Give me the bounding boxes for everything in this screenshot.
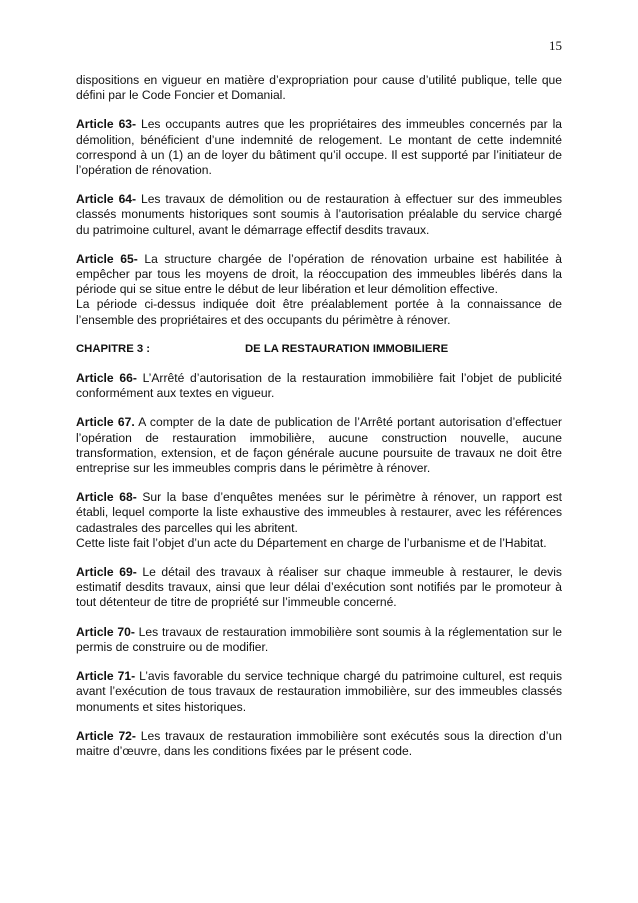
article-63-label: Article 63- — [76, 117, 137, 132]
article-66-label: Article 66- — [76, 371, 137, 386]
article-69-label: Article 69- — [76, 565, 137, 580]
page-number: 15 — [549, 38, 562, 53]
article-70 — [76, 625, 562, 655]
article-65-text: La structure chargée de l’opération de rénovation urbaine est habilitée à empêcher par tous les moyens de droit, la réoccupation des immeubles libérés dans la période qui se situe entre le début de leur libération et leur démolition effective. — [76, 251, 562, 297]
article-71-text: L’avis favorable du service technique chargé du patrimoine culturel, est requis avant l’exécution de tous travaux de restauration immobilière, sur des immeubles classés monuments et sites historiques. — [76, 669, 563, 714]
article-63-text: Les occupants autres que les propriétaires des immeubles concernés par la démolition, bénéficient d’une indemnité de relogement. Le montant de cette indemnité correspond à un (1) an de loyer du bâtiment qu’il occupe. Il est supporté par l’initiateur de l’opération de rénovation. — [76, 117, 562, 178]
article-71-label: Article 71- — [76, 669, 136, 684]
chapter-heading — [76, 342, 562, 357]
chapter-label: CHAPITRE 3 : — [76, 342, 151, 355]
article-68-text-2: Cette liste fait l’objet d’un acte du Département en charge de l’urbanisme et de l’Habitat. — [76, 535, 547, 550]
article-65 — [76, 252, 562, 328]
article-64 — [76, 192, 562, 238]
article-69 — [76, 565, 562, 611]
article-72 — [76, 729, 562, 759]
article-66-text: L’Arrêté d’autorisation de la restauration immobilière fait l’objet de publicité conformément aux textes en vigueur. — [76, 371, 563, 401]
article-71 — [76, 669, 562, 715]
article-67-label: Article 67. — [76, 415, 135, 430]
article-72-text: Les travaux de restauration immobilière sont exécutés sous la direction d’un maitre d’œuvre, dans les conditions fixées par le présent code. — [76, 728, 562, 758]
article-66 — [76, 371, 562, 401]
article-67-text: A compter de la date de publication de l’Arrêté portant autorisation d’effectuer l’opération de restauration immobilière, aucune construction nouvelle, aucune transformation, extension, et de façon générale aucune poursuite de travaux ne doit être entreprise sur les immeubles compris dans le périmètre à rénover. — [76, 415, 562, 476]
article-70-text: Les travaux de restauration immobilière sont soumis à la réglementation sur le permis de construire ou de modifier. — [76, 624, 562, 654]
article-68 — [76, 490, 562, 551]
intro-text: dispositions en vigueur en matière d’expropriation pour cause d’utilité publique, telle que défini par le Code Foncier et Domanial. — [76, 73, 562, 103]
article-68-text: Sur la base d’enquêtes menées sur le périmètre à rénover, un rapport est établi, lequel comporte la liste exhaustive des immeubles à restaurer, avec les références cadastrales des parcelles qui les abritent. — [76, 490, 562, 535]
article-64-label: Article 64- — [76, 192, 137, 207]
article-65-text-2: La période ci-dessus indiquée doit être préalablement portée à la connaissance de l’ensemble des propriétaires et des occupants du périmètre à rénover. — [76, 297, 562, 327]
article-72-label: Article 72- — [76, 728, 136, 743]
chapter-title: DE LA RESTAURATION IMMOBILIERE — [245, 342, 449, 355]
article-67 — [76, 415, 562, 476]
article-63 — [76, 117, 562, 178]
article-70-label: Article 70- — [76, 624, 135, 639]
article-68-label: Article 68- — [76, 490, 137, 505]
article-69-text: Le détail des travaux à réaliser sur chaque immeuble à restaurer, le devis estimatif desdits travaux, ainsi que leur délai d’exécution sont notifiés par le promoteur à tout détenteur de titre de propriété sur l’immeuble concerné. — [76, 565, 562, 610]
intro-paragraph — [76, 73, 562, 103]
document-body — [76, 73, 562, 773]
article-65-label: Article 65- — [76, 251, 138, 266]
article-64-text: Les travaux de démolition ou de restauration à effectuer sur des immeubles classés monuments historiques sont soumis à l’autorisation préalable du service chargé du patrimoine culturel, avant le démarrage effectif desdits travaux. — [76, 192, 562, 237]
